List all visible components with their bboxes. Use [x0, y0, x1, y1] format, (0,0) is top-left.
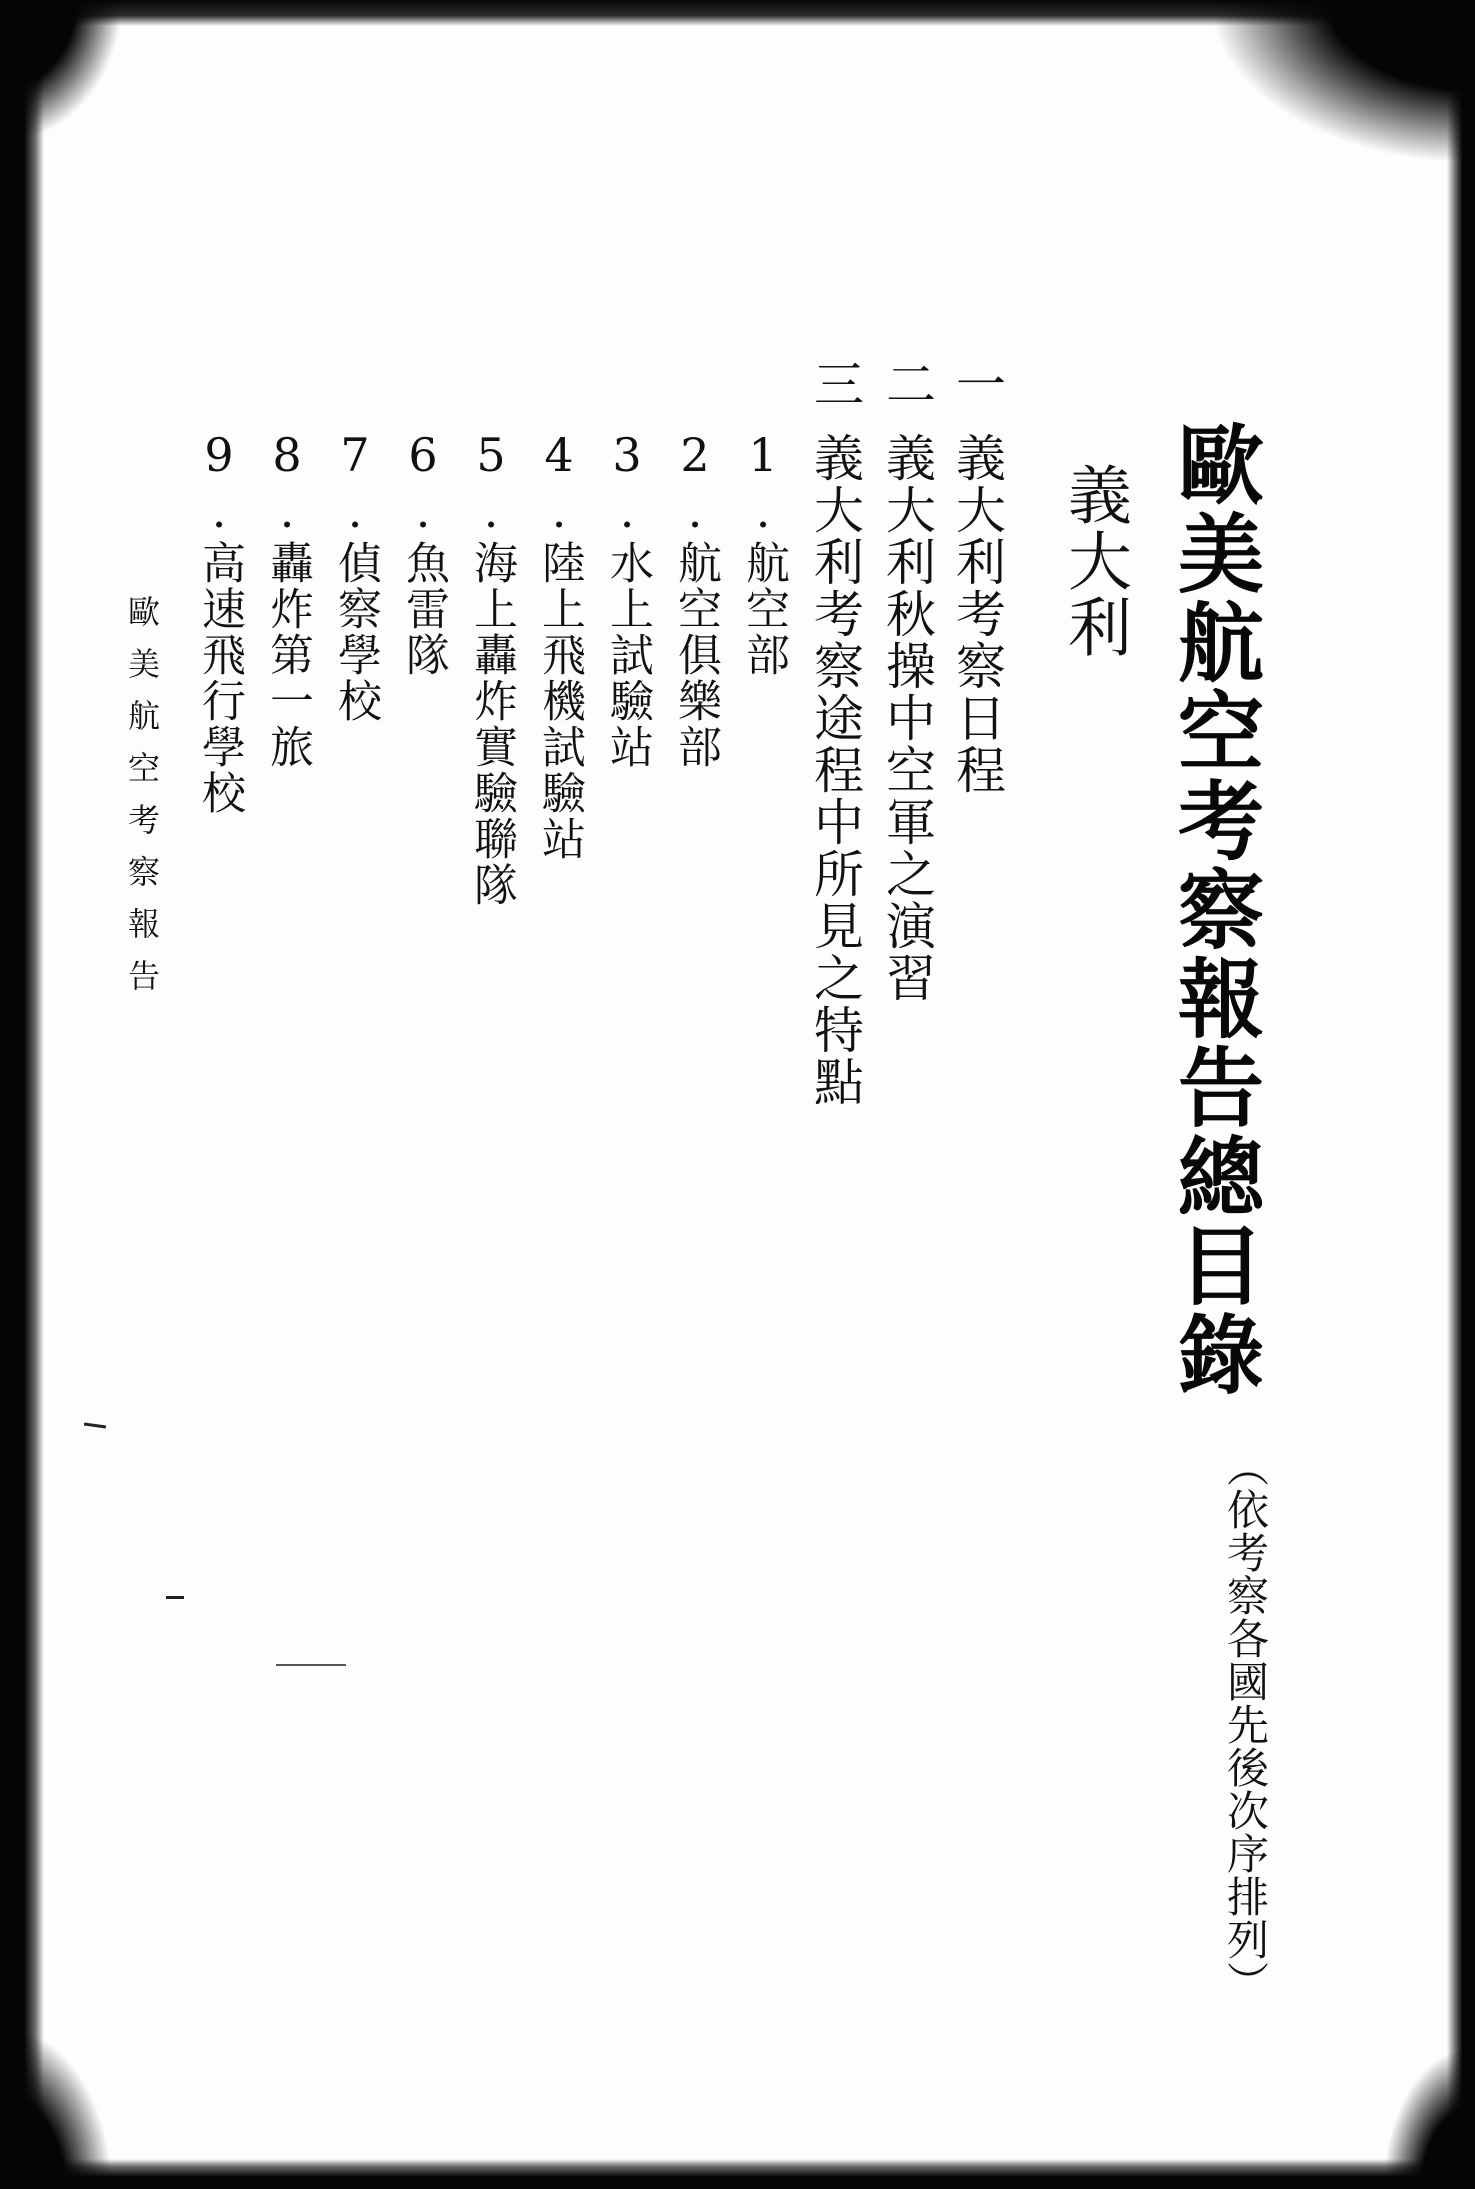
subsection-number: 7.: [328, 428, 382, 540]
subsection-item: [260, 428, 314, 770]
subsection-text: 航空部: [738, 540, 789, 678]
subsection-text: 偵察學校: [330, 540, 381, 724]
subsection-number: 4.: [532, 428, 586, 540]
subsection-text: 高速飛行學校: [194, 540, 245, 816]
scan-corner-top-left: [0, 0, 120, 140]
scan-border-right: [1447, 0, 1475, 2189]
subsection-item: [396, 428, 450, 678]
subsection-number: 1.: [736, 428, 790, 540]
subsection-text: 航空俱樂部: [670, 540, 721, 770]
scan-corner-top-right: [1215, 0, 1475, 160]
scan-corner-bottom-right: [1385, 2049, 1475, 2189]
scan-speck: [166, 1596, 184, 1599]
scan-speck: [276, 1664, 346, 1666]
subsection-item: [600, 428, 654, 770]
subsection-item: [192, 428, 246, 816]
section-3-text: 義大利考察途程中所見之特點: [806, 432, 864, 1108]
document-title: 歐美航空考察報告總目錄: [1163, 420, 1263, 1399]
subsection-text: 轟炸第一旅: [262, 540, 313, 770]
scan-border-bottom: [0, 2159, 1475, 2189]
subsection-number: 9.: [192, 428, 246, 540]
subsection-item: [668, 428, 722, 770]
subsection-number: 2.: [668, 428, 722, 540]
subsection-number: 5.: [464, 428, 518, 540]
document-subtitle: （依考察各國先後次序排列）: [1221, 1445, 1270, 2004]
subsection-item: [736, 428, 790, 678]
country-heading: 義大利: [1057, 462, 1131, 660]
scan-border-left: [0, 0, 44, 2189]
section-2-text: 義大利秋操中空軍之演習: [878, 432, 936, 1004]
subsection-text: 魚雷隊: [398, 540, 449, 678]
subsection-text: 海上轟炸實驗聯隊: [466, 540, 517, 908]
section-1-numeral: 一: [948, 358, 1006, 408]
subsection-item: [532, 428, 586, 862]
section-3-numeral: 三: [806, 358, 864, 408]
scan-corner-bottom-left: [0, 2029, 110, 2189]
scan-speck: [84, 1422, 106, 1428]
subsection-number: 8.: [260, 428, 314, 540]
section-1-text: 義大利考察日程: [948, 432, 1006, 796]
subsection-text: 陸上飛機試驗站: [534, 540, 585, 862]
subsection-item: [464, 428, 518, 908]
subsection-item: [328, 428, 382, 724]
running-footer: 歐美航空考察報告: [123, 595, 161, 1011]
subsection-number: 6.: [396, 428, 450, 540]
subsection-number: 3.: [600, 428, 654, 540]
subsection-text: 水上試驗站: [602, 540, 653, 770]
section-2-numeral: 二: [878, 358, 936, 408]
